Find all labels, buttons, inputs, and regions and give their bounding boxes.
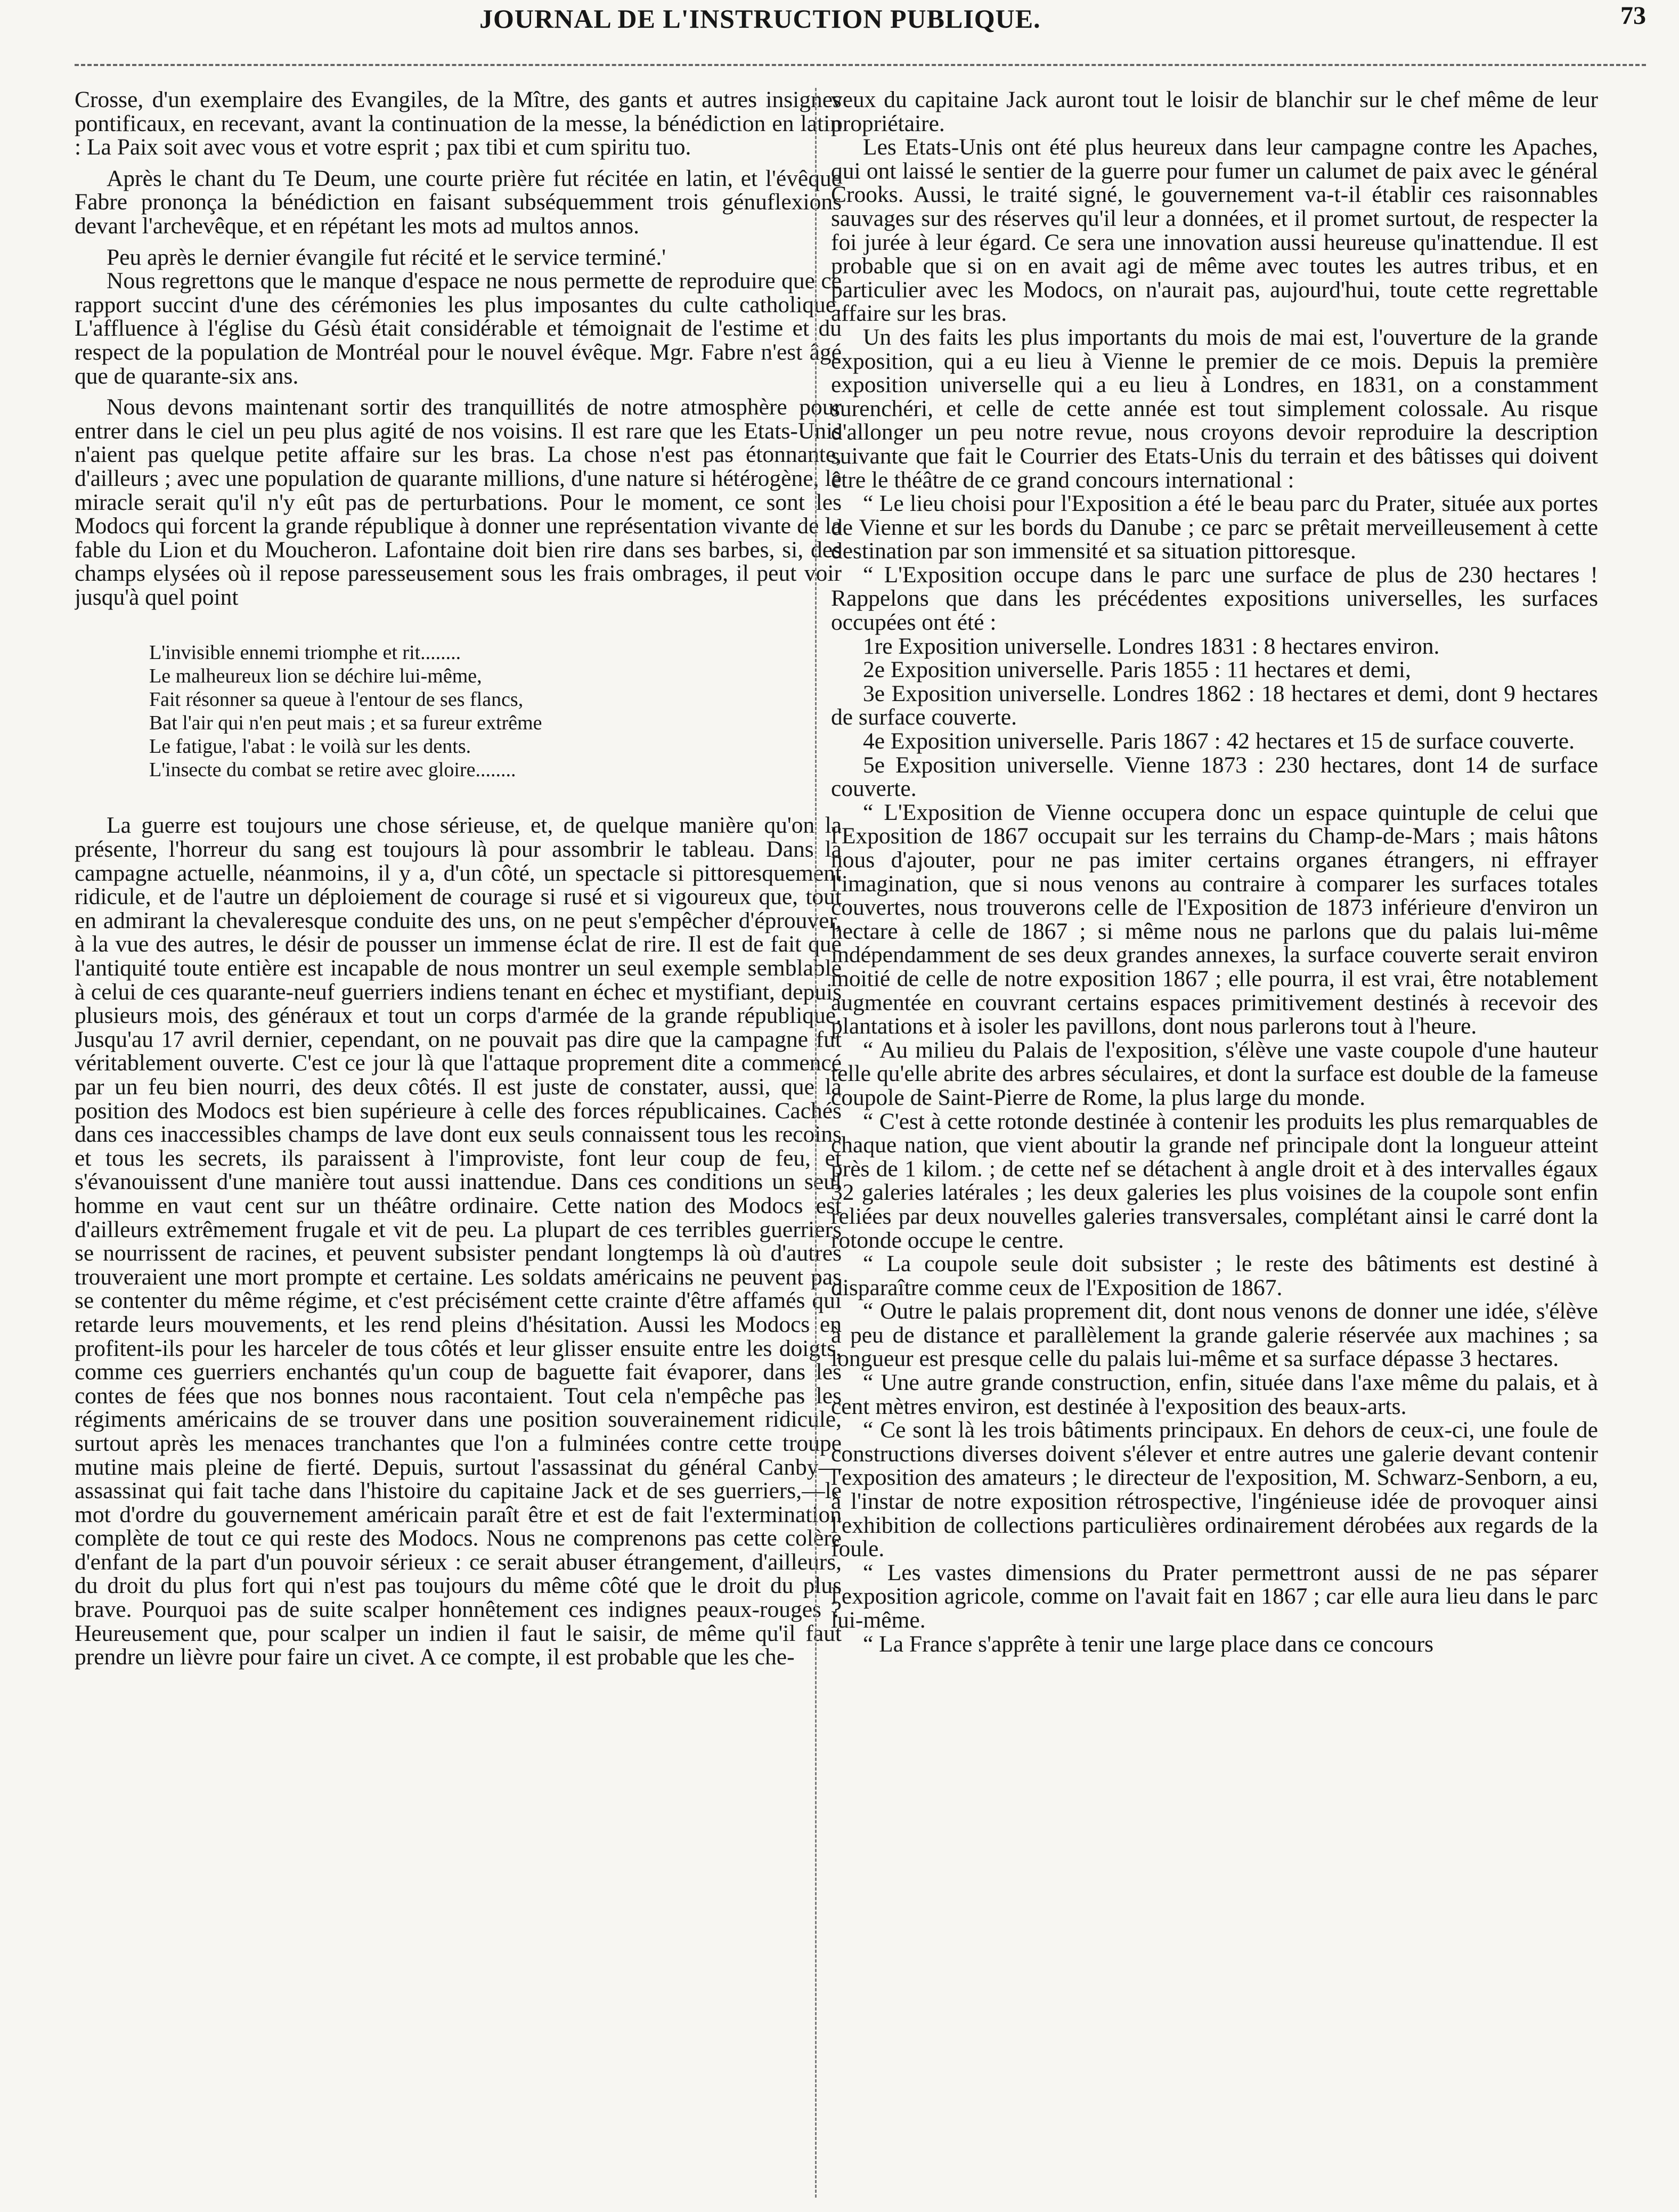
exposition-list-item: 3e Exposition universelle. Londres 1862 : 18 hectares et demi, dont 9 hectares de surface couverte.	[831, 680, 1598, 730]
column-divider	[815, 88, 817, 2198]
paragraph: Crosse, d'un exemplaire des Evangiles, de la Mître, des gants et autres insignes pontificaux, en recevant, avant la continuation de la messe, la bénédiction en latin : La Paix soit avec vous et votre esprit ; pax tibi et cum spiritu tuo.	[75, 88, 842, 160]
paragraph: veux du capitaine Jack auront tout le loisir de blanchir sur le chef même de leur propriétaire.	[831, 88, 1598, 136]
verse-line: Bat l'air qui n'en peut mais ; et sa fureur extrême	[149, 712, 542, 735]
header-rule	[75, 64, 1646, 66]
paragraph: “ C'est à cette rotonde destinée à contenir les produits les plus remarquables de chaque nation, que vient aboutir la grande nef principale dont la longueur atteint près de 1 kilom. ; de cette nef se détachent à angle droit et à des intervalles égaux 32 galeries latérales ; les deux galeries les plus voisines de la coupole sont enfin reliées par deux nouvelles galeries transversales, complétant ainsi le carré dont la rotonde occupe le centre.	[831, 1108, 1598, 1253]
verse-line: Fait résonner sa queue à l'entour de ses flancs,	[149, 688, 524, 711]
exposition-list-item: 1re Exposition universelle. Londres 1831 : 8 hectares environ.	[863, 633, 1440, 659]
paragraph: “ Ce sont là les trois bâtiments principaux. En dehors de ceux-ci, une foule de constructions diverses doivent s'élever et entre autres une galerie devant contenir l'exposition des amateurs ; le directeur de l'exposition, M. Schwarz-Senborn, a eu, à l'instar de notre exposition rétrospective, l'ingénieuse idée de provoquer ainsi l'exhibition de collections particulières ordinairement dérobées aux regards de la foule.	[831, 1417, 1598, 1562]
running-title: JOURNAL DE L'INSTRUCTION PUBLIQUE.	[479, 4, 1041, 34]
exposition-list-item: 4e Exposition universelle. Paris 1867 : 42 hectares et 15 de surface couverte.	[863, 728, 1575, 754]
paragraph: “ La coupole seule doit subsister ; le reste des bâtiments est destiné à disparaître comme ceux de l'Exposition de 1867.	[831, 1251, 1598, 1300]
paragraph: Nous devons maintenant sortir des tranquillités de notre atmosphère pour entrer dans le ciel un peu plus agité de nos voisins. Il est rare que les Etats-Unis n'aient pas quelque petite affaire sur les bras. La chose n'est pas étonnante, d'ailleurs ; avec une population de quarante millions, d'une nature si hétérogène, le miracle serait qu'il n'y eût pas de perturbations. Pour le moment, ce sont les Modocs qui forcent la grande république à donner une représentation vivante de la fable du Lion et du Moucheron. Lafontaine doit bien rire dans ses barbes, si, des champs elysées où il repose paresseusement sous les frais ombrages, il peut voir jusqu'à quel point	[75, 394, 842, 610]
paragraph: “ Le lieu choisi pour l'Exposition a été le beau parc du Prater, située aux portes de Vienne et sur les bords du Danube ; ce parc se prêtait merveilleusement à cette destination par son immensité et sa situation pittoresque.	[831, 491, 1598, 564]
paragraph: Nous regrettons que le manque d'espace ne nous permette de reproduire que ce rapport succint d'une des cérémonies les plus imposantes du culte catholique. L'affluence à l'église du Gésù était considérable et témoignait de l'estime et du respect de la population de Montréal pour le nouvel évêque. Mgr. Fabre n'est âgé que de quarante-six ans.	[75, 268, 842, 389]
paragraph: “ Outre le palais proprement dit, dont nous venons de donner une idée, s'élève à peu de distance et parallèlement la grande galerie réservée aux machines ; sa longueur est presque celle du palais lui-même et sa surface dépasse 3 hectares.	[831, 1298, 1598, 1372]
verse-line: L'insecte du combat se retire avec gloire........	[149, 759, 516, 782]
verse-quote	[75, 641, 842, 782]
exposition-list-item: 2e Exposition universelle. Paris 1855 : 11 hectares et demi,	[863, 657, 1411, 683]
paragraph: “ Au milieu du Palais de l'exposition, s'élève une vaste coupole d'une hauteur telle qu'elle abrite des arbres séculaires, et dont la surface est double de la fameuse coupole de Saint-Pierre de Rome, la plus large du monde.	[831, 1037, 1598, 1110]
right-column	[831, 88, 1598, 2198]
paragraph: “ La France s'apprête à tenir une large place dans ce concours	[863, 1631, 1434, 1657]
left-column	[75, 88, 842, 2198]
paragraph: Un des faits les plus importants du mois de mai est, l'ouverture de la grande exposition, qui a eu lieu à Vienne le premier de ce mois. Depuis la première exposition universelle qui a eu lieu à Londres, en 1831, on a constamment surenchéri, et celle de cette année est tout simplement colossale. Au risque d'allonger un peu notre revue, nous croyons devoir reproduire la description suivante que fait le Courrier des Etats-Unis du terrain et des bâtisses qui doivent être le théâtre de ce grand concours international :	[831, 324, 1598, 493]
verse-line: Le malheureux lion se déchire lui-même,	[149, 665, 482, 688]
page-header	[75, 0, 1646, 43]
paragraph: Après le chant du Te Deum, une courte prière fut récitée en latin, et l'évêque Fabre prononça la bénédiction en faisant subséquemment trois génuflexions devant l'archevêque, et en répétant les mots ad multos annos.	[75, 165, 842, 239]
exposition-list-item: 5e Exposition universelle. Vienne 1873 : 230 hectares, dont 14 de surface couverte.	[831, 752, 1598, 802]
paragraph: “ Les vastes dimensions du Prater permettront aussi de ne pas séparer l'exposition agricole, comme on l'avait fait en 1867 ; car elle aura lieu dans le parc lui-même.	[831, 1559, 1598, 1633]
paragraph: “ L'Exposition de Vienne occupera donc un espace quintuple de celui que l'Exposition de 1867 occupait sur les terrains du Champ-de-Mars ; mais hâtons nous d'ajouter, pour ne pas imiter certains organes étrangers, ni effrayer l'imagination, que si nous venons au contraire à comparer les surfaces totales couvertes, nous trouverons celle de l'Exposition de 1873 inférieure d'environ un hectare à celle de 1867 ; si même nous ne parlons que du palais lui-même indépendamment de ses deux grandes annexes, la surface couverte serait environ moitié de celle de notre exposition 1867 ; elle pourra, il est vrai, être notablement augmentée en couvrant certains espaces primitivement destinés à recevoir des plantations et à isoler les pavillons, dont nous parlerons tout à l'heure.	[831, 799, 1598, 1039]
page-number: 73	[1620, 2, 1646, 30]
paragraph: Les Etats-Unis ont été plus heureux dans leur campagne contre les Apaches, qui ont laissé le sentier de la guerre pour fumer un calumet de paix avec le général Crooks. Aussi, le traité signé, le gouvernement va-t-il établir ces raisonnables sauvages sur des réserves qu'il leur a données, et il promet surtout, de respecter la foi jurée à leur égard. Ce sera une innovation aussi heureuse qu'inattendue. Il est probable que si on en avait agi de même avec toutes les autres tribus, et en particulier avec les Modocs, on n'aurait pas, aujourd'hui, toute cette regrettable affaire sur les bras.	[831, 134, 1598, 327]
verse-line: L'invisible ennemi triomphe et rit........	[149, 641, 461, 664]
paragraph: “ L'Exposition occupe dans le parc une surface de plus de 230 hectares ! Rappelons que dans les précédentes expositions universelles, les surfaces occupées ont été :	[831, 562, 1598, 636]
verse-line: Le fatigue, l'abat : le voilà sur les dents.	[149, 735, 471, 758]
paragraph: Peu après le dernier évangile fut récité et le service terminé.'	[107, 244, 666, 270]
paragraph: “ Une autre grande construction, enfin, située dans l'axe même du palais, et à cent mètres environ, est destinée à l'exposition des beaux-arts.	[831, 1370, 1598, 1419]
paragraph: La guerre est toujours une chose sérieuse, et, de quelque manière qu'on la présente, l'horreur du sang est toujours là pour assombrir le tableau. Dans la campagne actuelle, néanmoins, il y a, d'un côté, un spectacle si pittoresquement ridicule, et de l'autre un déploiement de courage si rusé et si vigoureux que, tout en admirant la chevaleresque conduite des uns, on ne peut s'empêcher d'éprouver, à la vue des autres, le désir de pousser un immense éclat de rire. Il est de fait que l'antiquité toute entière est incapable de nous montrer un seul exemple semblable à celui de ces quarante-neuf guerriers indiens tenant en échec et mystifiant, depuis plusieurs mois, des généraux et tout un corps d'armée de la grande république. Jusqu'au 17 avril dernier, cependant, on ne pouvait pas dire que la campagne fut véritablement ouverte. C'est ce jour là que l'attaque proprement dite a commencé par un feu bien nourri, des deux côtés. Il est juste de constater, aussi, que la position des Modocs est bien supérieure à celle des forces républicaines. Cachés dans ces inaccessibles champs de lave dont eux seuls connaissent tous les recoins et tous les secrets, ils paraissent à l'improviste, font leur coup de feu, et s'évanouissent d'une manière tout aussi inattendue. Dans ces conditions un seul homme en vaut cent sur un théâtre ordinaire. Cette nation des Modocs est d'ailleurs extrêmement frugale et vit de peu. La plupart de ces terribles guerriers se nourrissent de racines, et peuvent subsister pendant longtemps là où d'autres trouveraient une mort prompte et certaine. Les soldats américains ne peuvent pas se contenter du même régime, et c'est précisément cette crainte d'être affamés qui retarde leurs mouvements, et les rend pleins d'hésitation. Aussi les Modocs en profitent-ils pour les harceler de tous côtés et leur glisser ensuite entre les doigts, comme ces guerriers enchantés qu'un coup de baguette fait évaporer, dans les contes de fées que nos bonnes nous racontaient. Tout cela n'empêche pas les régiments américains de se trouver dans une position souverainement ridicule, surtout après les menaces tranchantes que l'on a fulminées contre cette troupe mutine mais pleine de fierté. Depuis, surtout l'assassinat du général Canby—assassinat qui fait tache dans l'histoire du capitaine Jack et de ses guerriers,—le mot d'ordre du gouvernement américain paraît être et est de fait l'extermination complète de tout ce qui reste des Modocs. Nous ne comprenons pas cette colère d'enfant de la part d'un pouvoir sérieux : ce serait abuser étrangement, d'ailleurs, du droit du plus fort qui n'est pas toujours du même côté que le droit du plus brave. Pourquoi pas de suite scalper honnêtement ces indignes peaux-rouges ? Heureusement que, pour scalper un indien il faut le saisir, de même qu'il faut prendre un lièvre pour faire un civet. A ce compte, il est probable que les che-	[75, 812, 842, 1670]
